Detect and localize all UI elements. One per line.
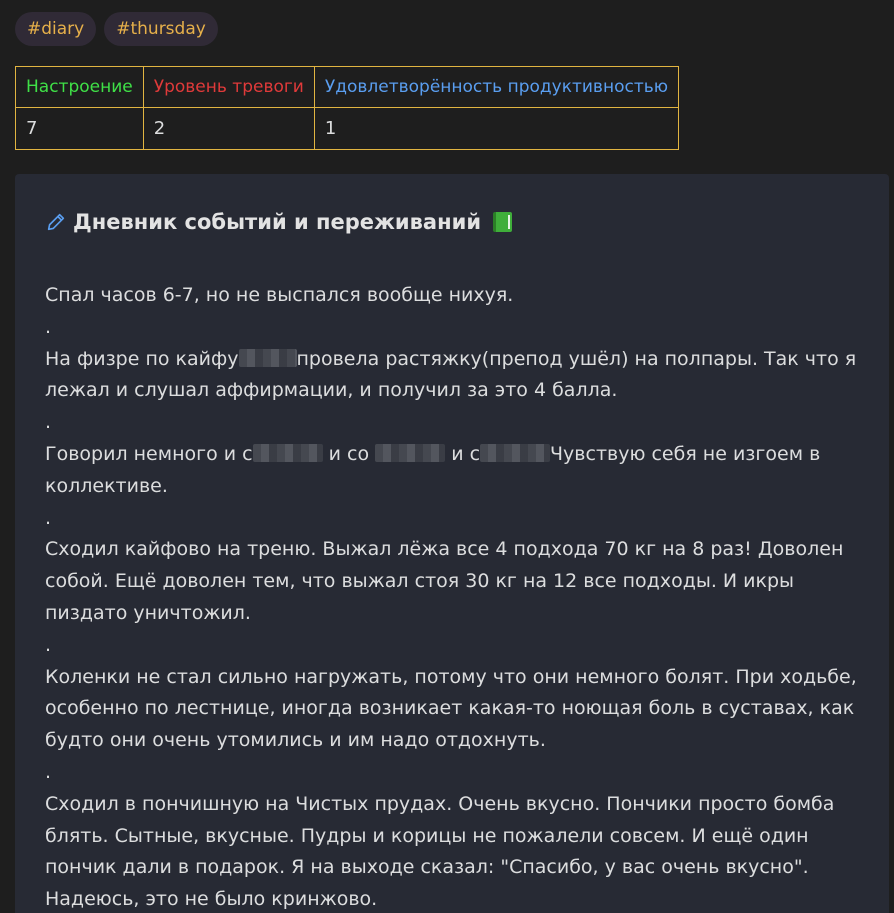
pencil-icon bbox=[45, 211, 67, 233]
diary-body bbox=[45, 280, 880, 913]
value-productivity: 1 bbox=[314, 108, 678, 150]
separator: . bbox=[45, 315, 52, 338]
header-mood: Настроение bbox=[16, 67, 144, 108]
separator: . bbox=[45, 411, 52, 434]
entry-gym: Сходил кайфово на треню. Выжал лёжа все 4 подхода 70 кг на 8 раз! Доволен собой. Ещё доволен тем, что выжал стоя 30 кг на 12 все подходы. И икры пиздато уничтожил. bbox=[45, 538, 844, 624]
entry-text: и со bbox=[322, 442, 376, 465]
green-book-icon bbox=[493, 212, 512, 232]
redacted-name bbox=[480, 444, 550, 462]
redacted-name bbox=[239, 349, 297, 367]
tag-thursday[interactable]: #thursday bbox=[104, 12, 218, 46]
separator: . bbox=[45, 633, 52, 656]
separator: . bbox=[45, 760, 52, 783]
entry-donuts: Сходил в пончишную на Чистых прудах. Очень вкусно. Пончики просто бомба блять. Сытные, вкусные. Пудры и корицы не пожалели совсем. И ещё один пончик дали в подарок. Я на выходе сказал: "Спасибо, у вас очень вкусно". Надеюсь, это не было кринжово. bbox=[45, 792, 835, 911]
callout-title-text: Дневник событий и переживаний bbox=[73, 210, 482, 234]
entry-text: провела растяжку(препод ушёл) на полпары. Так что я лежал и слушал аффирмации, и получил за это 4 балла. bbox=[45, 347, 857, 402]
redacted-name bbox=[253, 444, 323, 462]
separator: . bbox=[45, 506, 52, 529]
entry-knees: Коленки не стал сильно нагружать, потому что они немного болят. При ходьбе, особенно по лестнице, иногда возникает какая-то ноющая боль в суставах, как будто они очень утомились и им надо отдохнуть. bbox=[45, 665, 857, 752]
tag-diary[interactable]: #diary bbox=[15, 12, 96, 46]
entry-talk bbox=[45, 439, 880, 503]
header-productivity: Удовлетворённость продуктивностью bbox=[314, 67, 678, 108]
tag-list bbox=[15, 12, 218, 46]
metrics-value-row bbox=[16, 108, 679, 150]
entry-sleep: Спал часов 6-7, но не выспался вообще нихуя. bbox=[45, 284, 514, 306]
entry-text: Говорил немного и с bbox=[45, 442, 253, 465]
entry-text: На физре по кайфу bbox=[45, 347, 239, 370]
metrics-table bbox=[15, 66, 679, 150]
value-mood: 7 bbox=[16, 108, 144, 150]
entry-text: и с bbox=[445, 442, 481, 465]
entry-pe-class bbox=[45, 344, 880, 408]
redacted-name bbox=[375, 444, 445, 462]
value-anxiety: 2 bbox=[143, 108, 314, 150]
diary-callout bbox=[15, 174, 889, 913]
entry-text: Чувствую себя не изгоем в коллективе. bbox=[45, 442, 821, 497]
header-anxiety: Уровень тревоги bbox=[143, 67, 314, 108]
callout-title[interactable] bbox=[45, 210, 512, 234]
metrics-header-row bbox=[16, 67, 679, 108]
